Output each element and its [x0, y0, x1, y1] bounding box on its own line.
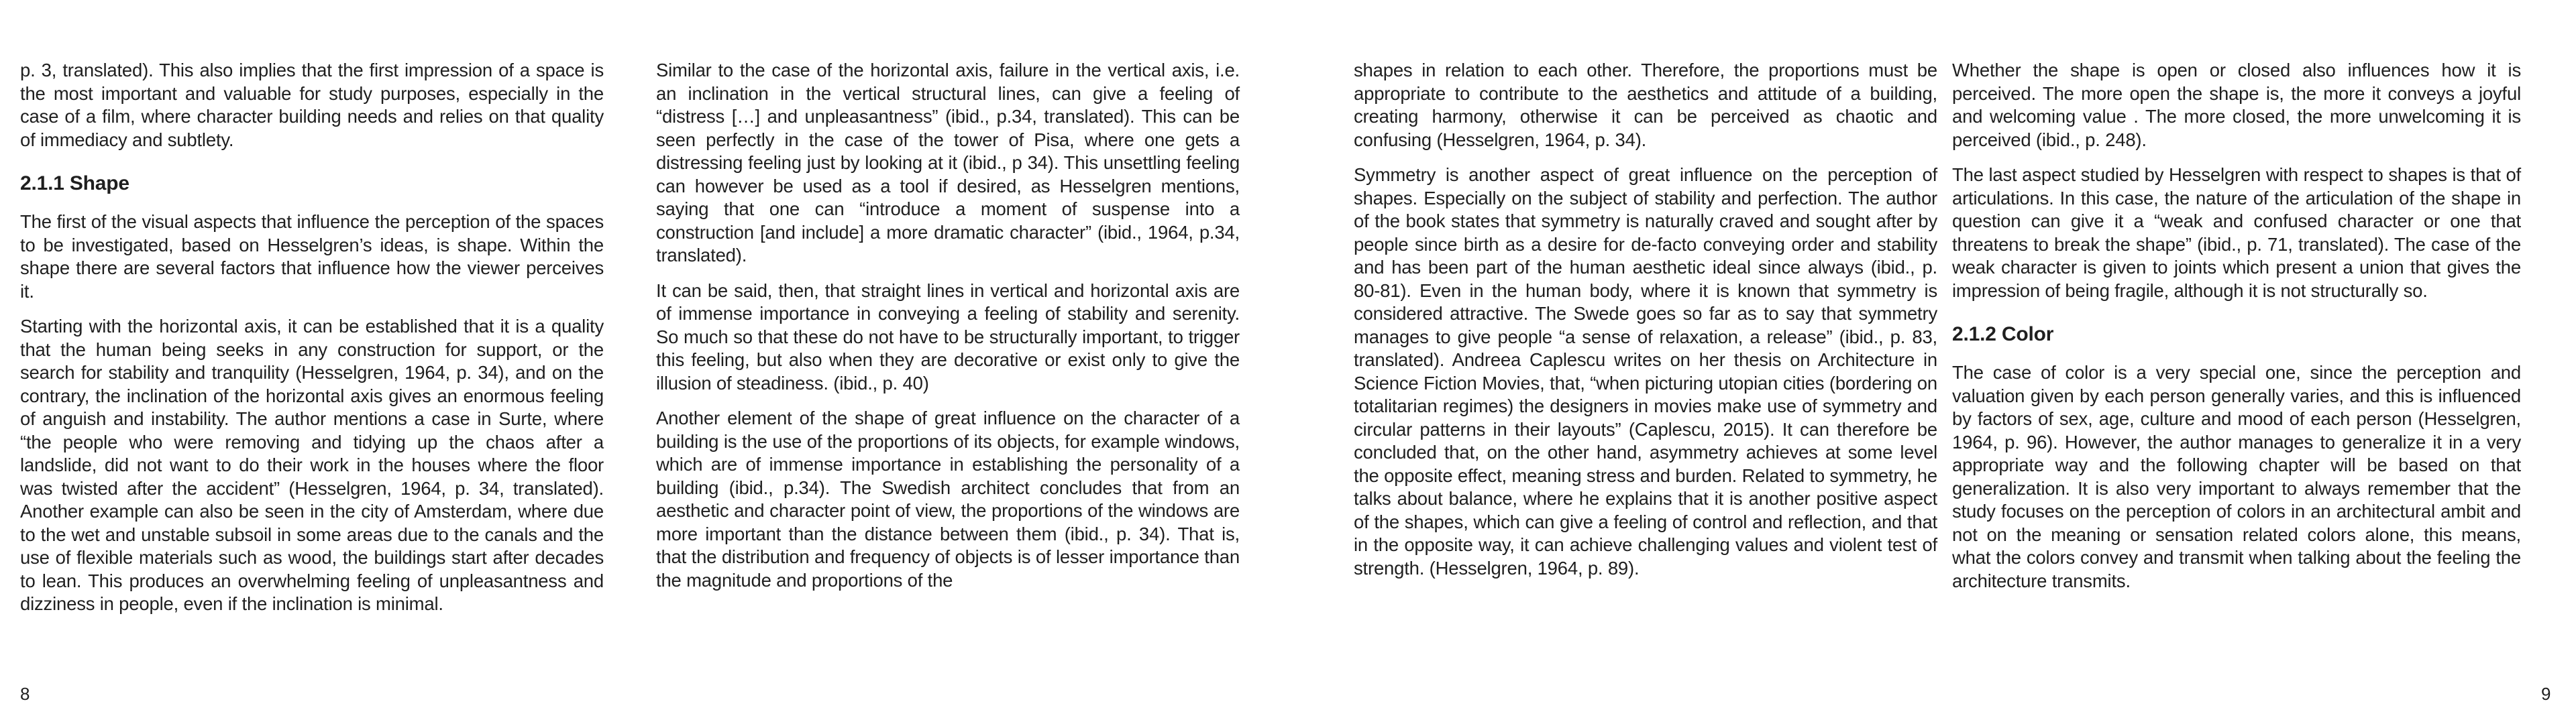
- section-heading-shape: 2.1.1 Shape: [20, 172, 129, 194]
- left-page-column-1: [20, 59, 604, 628]
- right-page-column-1: [1354, 59, 1937, 592]
- right-page-column-2: [1952, 59, 2521, 605]
- paragraph: Symmetry is another aspect of great influence on the perception of shapes. Especially on the subject of stability and perfection. The author of the book states that symmetry is naturally craved and sought after by people since birth as a desire for de-facto conveying order and stability and has been part of the human aesthetic ideal since always (ibid., p. 80-81). Even in the human body, where it is known that symmetry is considered attractive. The Swede goes so far as to say that symmetry manages to give people “a sense of relaxation, a release” (ibid., p. 83, translated). Andreea Caplescu writes on her thesis on Architecture in Science Fiction Movies, that, “when picturing utopian cities (bordering on totalitarian regimes) the designers in movies make use of symmetry and circular patterns in their layouts” (Caplescu, 2015). It can therefore be concluded that, on the other hand, asymmetry achieves at some level the opposite effect, meaning stress and burden. Related to symmetry, he talks about balance, where he explains that it is another positive aspect of the shapes, which can give a feeling of control and reflection, and that in the opposite way, it can achieve challenging values and violent test of strength. (Hesselgren, 1964, p. 89).: [1354, 164, 1937, 579]
- paragraph: shapes in relation to each other. Therefore, the proportions must be appropriate to contribute to the aesthetics and attitude of a building, creating harmony, otherwise it can be perceived as chaotic and confusing (Hesselgren, 1964, p. 34).: [1354, 60, 1937, 150]
- paragraph: Similar to the case of the horizontal axis, failure in the vertical axis, i.e. an inclination in the vertical structural lines, can give a feeling of “distress […] and unpleasantness” (ibid., p.34, translated). This can be seen perfectly in the case of the tower of Pisa, where one gets a distressing feeling just by looking at it (ibid., p 34). This unsettling feeling can however be used as a tool if desired, as Hesselgren mentions, saying that one can “introduce a moment of suspense into a construction [and include] a more dramatic character” (ibid., 1964, p.34, translated).: [656, 60, 1240, 265]
- paragraph: Starting with the horizontal axis, it can be established that it is a quality that the human being seeks in any construction for support, or the search for stability and tranquility (Hesselgren, 1964, p. 34), and on the contrary, the inclination of the horizontal axis gives an enormous feeling of anguish and instability. The author mentions a case in Surte, where “the people who were removing and tidying up the chaos after a landslide, did not want to do their work in the houses where the floor was twisted after the accident” (Hesselgren, 1964, p. 34, translated). Another example can also be seen in the city of Amsterdam, where due to the wet and unstable subsoil in some areas due to the canals and the use of flexible materials such as wood, the buildings start after decades to lean. This produces an overwhelming feeling of unpleasantness and dizziness in people, even if the inclination is minimal.: [20, 316, 604, 614]
- paragraph: Whether the shape is open or closed also influences how it is perceived. The more open the shape is, the more it conveys a joyful and welcoming value . The more closed, the more unwelcoming it is perceived (ibid., p. 248).: [1952, 60, 2521, 150]
- left-page-column-2: [656, 59, 1240, 604]
- paragraph: Another element of the shape of great influence on the character of a building is the use of the proportions of its objects, for example windows, which are of immense importance in establishing the personality of a building (ibid., p.34). The Swedish architect concludes that from an aesthetic and character point of view, the proportions of the windows are more important than the distance between them (ibid., p. 34). That is, that the distribution and frequency of objects is of lesser importance than the magnitude and proportions of the: [656, 408, 1240, 591]
- paragraph: The last aspect studied by Hesselgren with respect to shapes is that of articulations. In this case, the nature of the articulation of the shape in question can give it a “weak and confused character or one that threatens to break the shape” (ibid., p. 71, translated). The case of the weak character is given to joints which present a union that gives the impression of being fragile, although it is not structurally so.: [1952, 164, 2521, 301]
- paragraph: It can be said, then, that straight lines in vertical and horizontal axis are of immense importance in conveying a feeling of stability and serenity. So much so that these do not have to be structurally important, to trigger this feeling, but also when they are decorative or exist only to give the illusion of steadiness. (ibid., p. 40): [656, 280, 1240, 394]
- section-heading-color: 2.1.2 Color: [1952, 323, 2054, 345]
- page-number-left: 8: [20, 684, 30, 704]
- paragraph: The first of the visual aspects that influence the perception of the spaces to be investigated, based on Hesselgren’s ideas, is shape. Within the shape there are several factors that influence how the viewer perceives it.: [20, 211, 604, 302]
- paragraph: The case of color is a very special one, since the perception and valuation given by each person generally varies, and this is influenced by factors of sex, age, culture and mood of each person (Hesselgren, 1964, p. 96). However, the author manages to generalize it in a very appropriate way and the following chapter will be based on that generalization. It is also very important to always remember that the study focuses on the perception of colors in an architectural ambit and not on the meaning or sensation related colors alone, this means, what the colors convey and transmit when talking about the feeling the architecture transmits.: [1952, 362, 2521, 591]
- paragraph: p. 3, translated). This also implies that the first impression of a space is the most important and valuable for study purposes, especially in the case of a film, where character building needs and relies on that quality of immediacy and subtlety.: [20, 60, 604, 150]
- page-number-right: 9: [2541, 684, 2551, 704]
